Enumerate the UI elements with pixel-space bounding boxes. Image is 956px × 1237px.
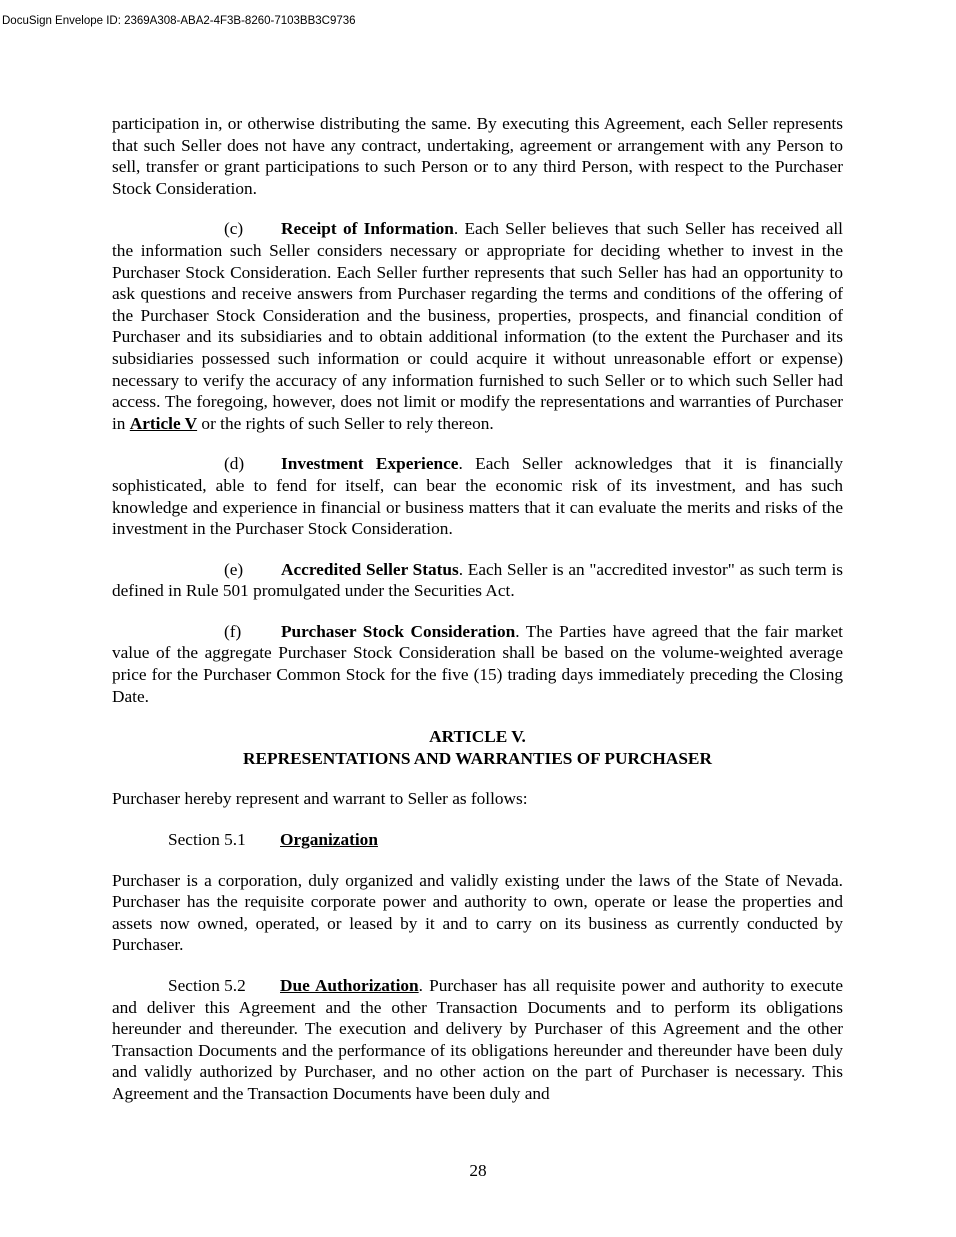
page-number: 28 [469,1161,487,1180]
section-number: Section 5.1 [168,830,246,850]
clause-heading: Purchaser Stock Consideration [281,621,516,641]
section-5-1-text: Purchaser is a corporation, duly organized and validly existing under the laws of the State of Nevada. Purchaser has the requisite corporate power and authority to own, operate or lease the properties and assets now owned, operated, or leased by it and to carry on its business as currently conducted by Purchaser. [112,870,843,955]
clause-text: . Each Seller acknowledges that it is financially sophisticated, able to fend for itself, can bear the economic risk of its investment, and has such knowledge and experience in financial or business matters that it can evaluate the merits and risks of the investment in the Purchaser Stock Consideration. [112,454,844,539]
clause-number: (f) [224,621,242,641]
section-text: . Purchaser has all requisite power and authority to execute and deliver this Agreement and the other Transaction Documents and to perform its obligations hereunder and thereunder. The execution and delivery by Purchaser of this Agreement and the other Transaction Documents and the performance of its obligations hereunder and thereunder have been duly and validly authorized by Purchaser, and no other action on the part of Purchaser is necessary. This Agreement and the Transaction Documents have been duly and [112,976,843,1103]
clause-e [112,559,843,602]
clause-heading: Accredited Seller Status [281,559,459,579]
clause-number: (c) [224,219,244,239]
paragraph-represent: Purchaser hereby represent and warrant to Seller as follows: [112,789,528,809]
clause-text: . Each Seller is an "accredited investor" as such term is defined in Rule 501 promulgated under the Securities Act. [112,559,843,601]
clause-c [112,218,843,434]
article-reference: Article V [129,413,198,433]
section-number: Section 5.2 [168,976,246,995]
clause-text: . The Parties have agreed that the fair market value of the aggregate Purchaser Stock Consideration shall be based on the volume-weighted average price for the Purchaser Common Stock for the five (15) trading days immediately preceding the Closing Date. [112,621,843,706]
article-title: ARTICLE V. [429,727,526,747]
section-5-2 [112,975,843,1105]
section-title: Due Authorization [280,976,419,995]
envelope-id: DocuSign Envelope ID: 2369A308-ABA2-4F3B-8260-7103BB3C9736 [2,15,356,27]
article-heading [112,726,843,769]
clause-d [112,453,843,539]
clause-heading: Receipt of Information [281,219,454,239]
section-title: Organization [280,830,378,850]
clause-f [112,621,843,707]
section-5-1-heading [168,829,843,851]
paragraph-intro: participation in, or otherwise distributing the same. By executing this Agreement, each Seller represents that such Seller does not have any contract, undertaking, agreement or arrangement with any Person to sell, transfer or grant participations to such Person or to any third Person, with respect to the Purchaser Stock Consideration. [112,114,843,198]
clause-number: (d) [224,454,245,474]
clause-number: (e) [224,559,244,579]
clause-text: . Each Seller believes that such Seller has received all the information such Seller considers necessary or appropriate for deciding whether to invest in the Purchaser Stock Consideration. Each Seller further represents that such Seller has had an opportunity to ask questions and receive answers from Purchaser regarding the terms and conditions of the offering of the Purchaser Stock Consideration and the business, properties, prospects, and financial condition of Purchaser and its subsidiaries and to obtain additional information (to the extent the Purchaser and its subsidiaries possessed such information or could acquire it without unreasonable effort or expense) necessary to verify the accuracy of any information furnished to such Seller or to which such Seller had access. The foregoing, however, does not limit or modify the representations and warranties of Purchaser in [112,219,843,433]
clause-text-end: or the rights of such Seller to rely thereon. [197,413,494,433]
document-page [112,113,843,1124]
article-subtitle: REPRESENTATIONS AND WARRANTIES OF PURCHASER [243,748,712,768]
clause-heading: Investment Experience [281,454,459,474]
